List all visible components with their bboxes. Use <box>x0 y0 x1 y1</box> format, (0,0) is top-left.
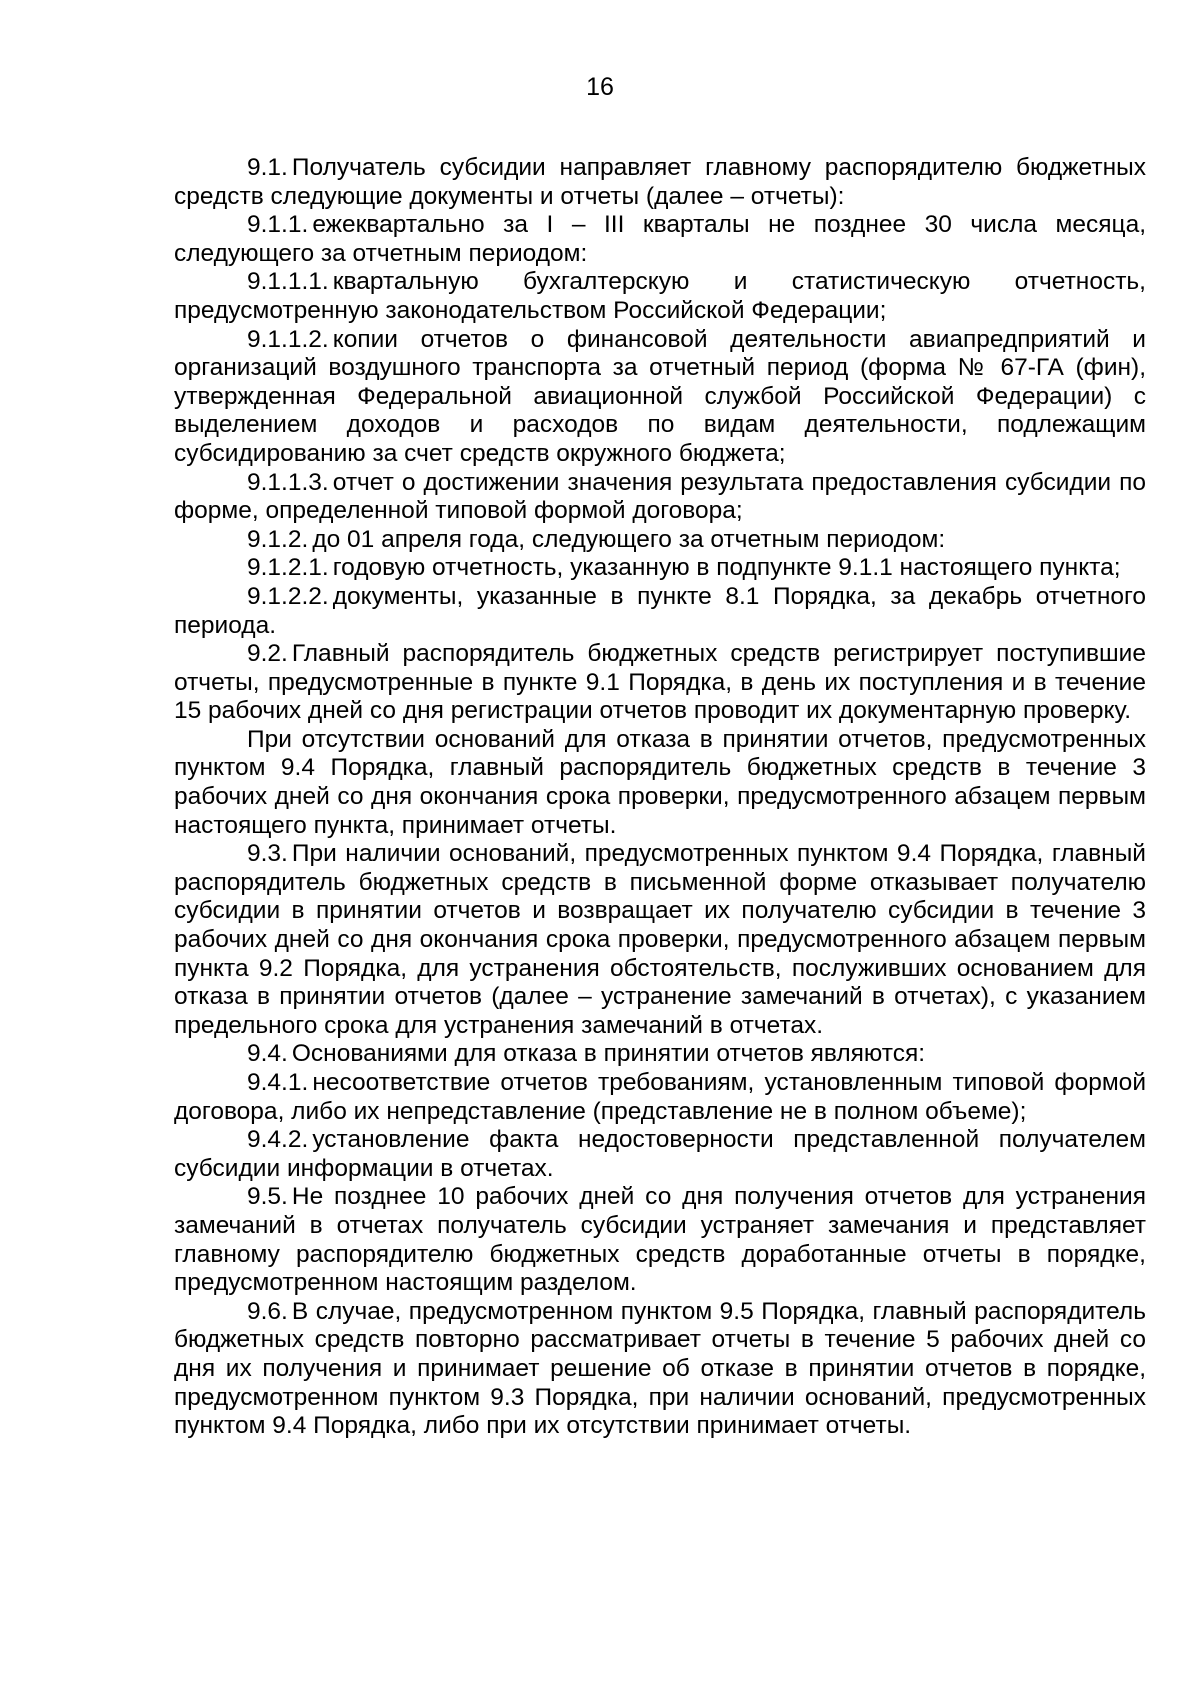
page-number: 16 <box>586 73 614 101</box>
paragraph-9-1-1-1 <box>174 268 1146 325</box>
clause-number: 9.1.1.3. <box>247 468 329 496</box>
clause-text: несоответствие отчетов требованиям, установленным типовой формой договора, либо их непредставление (представление не в полном объеме); <box>174 1069 1146 1125</box>
clause-text: отчет о достижении значения результата предоставления субсидии по форме, определенной типовой формой договора; <box>174 468 1146 525</box>
clause-text: годовую отчетность, указанную в подпункте 9.1.1 настоящего пункта; <box>332 554 1121 582</box>
paragraph-9-3 <box>174 840 1146 1040</box>
clause-text: В случае, предусмотренном пунктом 9.5 Порядка, главный распорядитель бюджетных средств повторно рассматривает отчеты в течение 5 рабочих дней со дня их получения и принимает решение об отказе в принятии отчетов в порядке, предусмотренном пунктом 9.3 Порядка, при наличии оснований, предусмотренных пунктом 9.4 Порядка, либо при их отсутствии принимает отчеты. <box>174 1297 1146 1440</box>
clause-number: 9.1. <box>247 154 288 181</box>
clause-text: квартальную бухгалтерскую и статистическую отчетность, предусмотренную законодательством Российской Федерации; <box>174 268 1146 324</box>
clause-number: 9.6. <box>247 1297 288 1325</box>
clause-text: Основаниями для отказа в принятии отчетов являются: <box>291 1040 926 1068</box>
clause-number: 9.2. <box>247 640 288 668</box>
clause-number: 9.1.1.2. <box>247 325 329 353</box>
paragraph-9-4-1 <box>174 1069 1146 1126</box>
paragraph-9-5 <box>174 1183 1146 1297</box>
clause-text: Не позднее 10 рабочих дней со дня получения отчетов для устранения замечаний в отчетах получатель субсидии устраняет замечания и представляет главному распорядителю бюджетных средств доработанные отчеты в порядке, предусмотренном настоящим разделом. <box>174 1183 1146 1297</box>
paragraph-9-2 <box>174 640 1146 726</box>
paragraph-9-1-1-2 <box>174 326 1146 469</box>
clause-number: 9.1.2. <box>247 525 309 553</box>
clause-text: ежеквартально за I – III кварталы не позднее 30 числа месяца, следующего за отчетным периодом: <box>174 211 1146 267</box>
paragraph-9-6 <box>174 1298 1146 1441</box>
paragraph-9-1-1 <box>174 211 1146 268</box>
clause-number: 9.1.2.1. <box>247 554 329 582</box>
paragraph-9-2-second <box>174 726 1146 840</box>
clause-text: установление факта недостоверности представленной получателем субсидии информации в отчетах. <box>174 1126 1146 1182</box>
clause-number: 9.1.2.2. <box>247 582 329 610</box>
clause-number: 9.4. <box>247 1040 288 1068</box>
paragraph-9-1-2 <box>174 526 1146 555</box>
clause-text: документы, указанные в пункте 8.1 Порядка, за декабрь отчетного периода. <box>174 582 1146 639</box>
paragraph-9-4-2 <box>174 1126 1146 1183</box>
paragraph-9-4 <box>174 1040 1146 1069</box>
clause-text: до 01 апреля года, следующего за отчетным периодом: <box>312 525 946 553</box>
paragraph-9-1 <box>174 154 1146 211</box>
paragraph-9-1-1-3 <box>174 469 1146 526</box>
clause-number: 9.1.1.1. <box>247 268 329 296</box>
clause-number: 9.5. <box>247 1183 288 1211</box>
document-body <box>174 154 1146 1441</box>
paragraph-9-1-2-2 <box>174 583 1146 640</box>
clause-number: 9.1.1. <box>247 211 309 239</box>
clause-text: Получатель субсидии направляет главному распорядителю бюджетных средств следующие документы и отчеты (далее – отчеты): <box>174 154 1146 210</box>
paragraph-9-1-2-1 <box>174 554 1146 583</box>
clause-text: копии отчетов о финансовой деятельности авиапредприятий и организаций воздушного транспорта за отчетный период (форма № 67-ГА (фин), утвержденная Федеральной авиационной службой Российской Федерации) с выделением доходов и расходов по видам деятельности, подлежащим субсидированию за счет средств окружного бюджета; <box>174 325 1146 467</box>
clause-text: При отсутствии оснований для отказа в принятии отчетов, предусмотренных пунктом 9.4 Порядка, главный распорядитель бюджетных средств в течение 3 рабочих дней со дня окончания срока проверки, предусмотренного абзацем первым настоящего пункта, принимает отчеты. <box>174 725 1146 839</box>
clause-text: Главный распорядитель бюджетных средств регистрирует поступившие отчеты, предусмотренные в пункте 9.1 Порядка, в день их поступления и в течение 15 рабочих дней со дня регистрации отчетов проводит их документарную проверку. <box>174 640 1146 725</box>
clause-number: 9.3. <box>247 840 288 868</box>
clause-number: 9.4.2. <box>247 1126 309 1154</box>
clause-text: При наличии оснований, предусмотренных пунктом 9.4 Порядка, главный распорядитель бюджетных средств в письменной форме отказывает получателю субсидии в принятии отчетов и возвращает их получателю субсидии в течение 3 рабочих дней со дня окончания срока проверки, предусмотренного абзацем первым пункта 9.2 Порядка, для устранения обстоятельств, послуживших основанием для отказа в принятии отчетов (далее – устранение замечаний в отчетах), с указанием предельного срока для устранения замечаний в отчетах. <box>174 840 1146 1039</box>
clause-number: 9.4.1. <box>247 1069 309 1096</box>
